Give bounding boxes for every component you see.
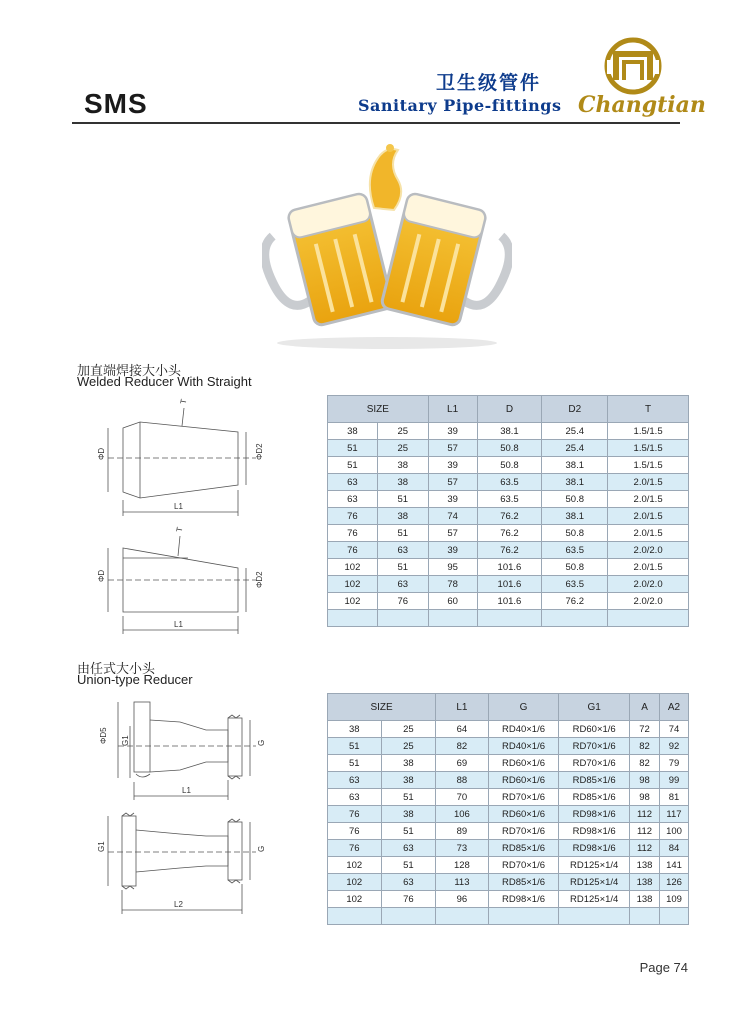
table-cell: 38 <box>381 755 436 772</box>
table-cell: RD60×1/6 <box>488 772 559 789</box>
label-l1: L1 <box>182 786 191 795</box>
table-cell: 100 <box>660 823 689 840</box>
label-d-2: ΦD <box>97 569 106 582</box>
section1-title-en: Welded Reducer With Straight <box>77 374 252 389</box>
page-number: Page 74 <box>639 960 688 975</box>
table-cell: 63 <box>377 576 428 593</box>
section2-drawings <box>78 690 278 915</box>
header-a: A <box>630 694 660 721</box>
table-cell: 38 <box>381 806 436 823</box>
table-cell: 38.1 <box>542 508 608 525</box>
table-cell: 102 <box>328 559 378 576</box>
table-cell: 38 <box>377 474 428 491</box>
table-cell: 69 <box>436 755 488 772</box>
table-cell: 38 <box>381 772 436 789</box>
table-cell: 74 <box>660 721 689 738</box>
table-cell: 51 <box>381 823 436 840</box>
table-cell: 2.0/1.5 <box>608 525 689 542</box>
table-cell: 98 <box>630 772 660 789</box>
table-cell: 76 <box>328 823 382 840</box>
table-cell: RD40×1/6 <box>488 738 559 755</box>
table-cell: 63.5 <box>542 542 608 559</box>
table-cell: 51 <box>328 755 382 772</box>
table-cell: 76 <box>328 840 382 857</box>
table-cell: 51 <box>328 457 378 474</box>
table-cell: 82 <box>630 738 660 755</box>
table-cell: 50.8 <box>542 525 608 542</box>
table-cell: 82 <box>630 755 660 772</box>
table-cell: 63 <box>381 874 436 891</box>
table-cell: 63 <box>328 491 378 508</box>
table-row <box>328 508 689 525</box>
table-cell: 50.8 <box>542 559 608 576</box>
table-cell: 2.0/1.5 <box>608 491 689 508</box>
table-cell: 101.6 <box>477 593 542 610</box>
table-cell: 76.2 <box>542 593 608 610</box>
table-cell: 76 <box>328 542 378 559</box>
table-cell: 38 <box>377 457 428 474</box>
table-cell: 76.2 <box>477 525 542 542</box>
table-cell: 84 <box>660 840 689 857</box>
table-cell: 126 <box>660 874 689 891</box>
series-title: SMS <box>84 88 148 119</box>
table-row <box>328 542 689 559</box>
table-cell: RD70×1/6 <box>488 789 559 806</box>
table-cell: 102 <box>328 593 378 610</box>
table-row <box>328 474 689 491</box>
table-cell: 25.4 <box>542 423 608 440</box>
table-cell: 51 <box>381 857 436 874</box>
table-cell: 1.5/1.5 <box>608 457 689 474</box>
table-cell: 73 <box>436 840 488 857</box>
table-cell: RD85×1/6 <box>559 772 630 789</box>
header-t: T <box>608 396 689 423</box>
table-cell: 95 <box>428 559 477 576</box>
table-cell: RD70×1/6 <box>559 755 630 772</box>
header-a2: A2 <box>660 694 689 721</box>
table-cell: 74 <box>428 508 477 525</box>
table-cell: 50.8 <box>542 491 608 508</box>
table-cell: 64 <box>436 721 488 738</box>
header-d2: D2 <box>542 396 608 423</box>
header-g: G <box>488 694 559 721</box>
table-cell: 76 <box>377 593 428 610</box>
table-cell: 117 <box>660 806 689 823</box>
label-g-2: G <box>257 845 266 852</box>
table-cell: 57 <box>428 474 477 491</box>
label-g1: G1 <box>121 735 130 746</box>
table-cell: RD60×1/6 <box>559 721 630 738</box>
label-t: T <box>178 398 189 405</box>
table-cell: 51 <box>328 440 378 457</box>
table-cell: 141 <box>660 857 689 874</box>
table-cell: 2.0/2.0 <box>608 593 689 610</box>
table-cell: 57 <box>428 525 477 542</box>
section1-title-cn: 加直端焊接大小头 <box>77 363 182 378</box>
label-l1-2: L1 <box>174 620 183 629</box>
table-row-empty <box>328 908 689 925</box>
table-cell: RD85×1/6 <box>559 789 630 806</box>
table-cell: 76.2 <box>477 542 542 559</box>
table-cell: RD70×1/6 <box>488 857 559 874</box>
table-row <box>328 755 689 772</box>
table-cell: 102 <box>328 576 378 593</box>
table-cell: 76.2 <box>477 508 542 525</box>
table-cell: 2.0/1.5 <box>608 559 689 576</box>
table-row <box>328 440 689 457</box>
table-cell: 112 <box>630 806 660 823</box>
header-size: SIZE <box>328 694 436 721</box>
table-cell: 106 <box>436 806 488 823</box>
header-rule <box>72 122 680 124</box>
table-row <box>328 806 689 823</box>
table-cell: 51 <box>381 789 436 806</box>
table-cell: RD70×1/6 <box>559 738 630 755</box>
table-cell: 102 <box>328 891 382 908</box>
table-cell: RD125×1/4 <box>559 891 630 908</box>
table-cell: 70 <box>436 789 488 806</box>
table-cell: RD60×1/6 <box>488 806 559 823</box>
table-row <box>328 457 689 474</box>
table-cell: 38.1 <box>477 423 542 440</box>
table-cell: 63 <box>377 542 428 559</box>
table-cell: 50.8 <box>477 457 542 474</box>
table-cell: RD125×1/4 <box>559 874 630 891</box>
table-cell: 63 <box>328 789 382 806</box>
table-cell: 63 <box>328 474 378 491</box>
table-cell: 38.1 <box>542 474 608 491</box>
table-cell: 57 <box>428 440 477 457</box>
table-row <box>328 525 689 542</box>
label-t-2: T <box>174 526 185 533</box>
table-cell: RD98×1/6 <box>559 823 630 840</box>
table-cell: 82 <box>436 738 488 755</box>
table-header-row <box>328 396 689 423</box>
table-cell: 92 <box>660 738 689 755</box>
section2-table <box>327 693 689 925</box>
table-row-empty <box>328 610 689 627</box>
table-cell: RD125×1/4 <box>559 857 630 874</box>
table-cell: 98 <box>630 789 660 806</box>
table-cell: 63.5 <box>477 491 542 508</box>
table-row <box>328 559 689 576</box>
label-g: G <box>257 739 266 746</box>
table-cell: 102 <box>328 857 382 874</box>
section2-title-en: Union-type Reducer <box>77 672 193 687</box>
table-cell: 2.0/2.0 <box>608 576 689 593</box>
table-cell: 51 <box>377 491 428 508</box>
table-cell: 25 <box>381 738 436 755</box>
section1-table <box>327 395 689 627</box>
section1-drawings <box>78 390 278 640</box>
table-cell: 51 <box>377 559 428 576</box>
table-cell: 25.4 <box>542 440 608 457</box>
table-cell: 39 <box>428 423 477 440</box>
table-cell: 138 <box>630 874 660 891</box>
table-cell: 76 <box>328 806 382 823</box>
table-cell: 112 <box>630 823 660 840</box>
table-cell: RD60×1/6 <box>488 755 559 772</box>
table-cell: 39 <box>428 491 477 508</box>
table-row <box>328 576 689 593</box>
table-cell: 51 <box>377 525 428 542</box>
table-cell: 25 <box>381 721 436 738</box>
table-cell: 99 <box>660 772 689 789</box>
table-cell: 113 <box>436 874 488 891</box>
table-cell: 38.1 <box>542 457 608 474</box>
section2-title-cn: 由任式大小头 <box>77 661 156 676</box>
table-cell: 88 <box>436 772 488 789</box>
table-cell: RD85×1/6 <box>488 874 559 891</box>
table-cell: 76 <box>328 525 378 542</box>
table-cell: 50.8 <box>477 440 542 457</box>
table-cell: 101.6 <box>477 559 542 576</box>
table-cell: 81 <box>660 789 689 806</box>
table-row <box>328 593 689 610</box>
label-d: ΦD <box>97 447 106 460</box>
table-cell: 79 <box>660 755 689 772</box>
table-row <box>328 772 689 789</box>
table-cell: RD40×1/6 <box>488 721 559 738</box>
label-d5: ΦD5 <box>99 727 108 744</box>
table-cell: 63 <box>328 772 382 789</box>
table-cell: 2.0/1.5 <box>608 508 689 525</box>
label-l2: L2 <box>174 900 183 909</box>
table-cell: 63 <box>381 840 436 857</box>
table-cell: 72 <box>630 721 660 738</box>
table-cell: 39 <box>428 457 477 474</box>
table-cell: 2.0/1.5 <box>608 474 689 491</box>
table-row <box>328 891 689 908</box>
label-d2-2: ΦD2 <box>255 571 264 588</box>
table-cell: 38 <box>377 508 428 525</box>
table-cell: RD98×1/6 <box>488 891 559 908</box>
table-cell: 78 <box>428 576 477 593</box>
table-cell: 89 <box>436 823 488 840</box>
label-l1: L1 <box>174 502 183 511</box>
table-cell: 39 <box>428 542 477 559</box>
header-l1: L1 <box>428 396 477 423</box>
table-row <box>328 423 689 440</box>
table-cell: 128 <box>436 857 488 874</box>
table-cell: 38 <box>328 721 382 738</box>
title-chinese: 卫生级管件 <box>436 72 542 94</box>
brand-name: Changtian <box>578 92 706 118</box>
label-g1-2: G1 <box>97 841 106 852</box>
table-cell: 112 <box>630 840 660 857</box>
table-cell: 51 <box>328 738 382 755</box>
table-cell: 63.5 <box>477 474 542 491</box>
table-cell: 2.0/2.0 <box>608 542 689 559</box>
table-row <box>328 874 689 891</box>
header-size: SIZE <box>328 396 429 423</box>
table-cell: 1.5/1.5 <box>608 423 689 440</box>
table-row <box>328 491 689 508</box>
table-cell: 102 <box>328 874 382 891</box>
table-cell: 101.6 <box>477 576 542 593</box>
table-cell: 1.5/1.5 <box>608 440 689 457</box>
table-cell: 60 <box>428 593 477 610</box>
table-cell: RD85×1/6 <box>488 840 559 857</box>
table-cell: 138 <box>630 857 660 874</box>
table-cell: 138 <box>630 891 660 908</box>
table-row <box>328 840 689 857</box>
label-d2: ΦD2 <box>255 443 264 460</box>
table-cell: 96 <box>436 891 488 908</box>
table-cell: RD98×1/6 <box>559 806 630 823</box>
table-cell: 25 <box>377 423 428 440</box>
table-cell: 63.5 <box>542 576 608 593</box>
table-header-row <box>328 694 689 721</box>
table-cell: 76 <box>328 508 378 525</box>
table-row <box>328 738 689 755</box>
table-cell: 38 <box>328 423 378 440</box>
header-d: D <box>477 396 542 423</box>
beer-mugs-image <box>262 138 512 353</box>
header-l1: L1 <box>436 694 488 721</box>
table-cell: 76 <box>381 891 436 908</box>
table-row <box>328 789 689 806</box>
table-row <box>328 721 689 738</box>
table-row <box>328 857 689 874</box>
table-cell: RD98×1/6 <box>559 840 630 857</box>
header-g1: G1 <box>559 694 630 721</box>
table-cell: 109 <box>660 891 689 908</box>
title-english: Sanitary Pipe-fittings <box>358 96 562 115</box>
table-cell: RD70×1/6 <box>488 823 559 840</box>
table-cell: 25 <box>377 440 428 457</box>
table-row <box>328 823 689 840</box>
